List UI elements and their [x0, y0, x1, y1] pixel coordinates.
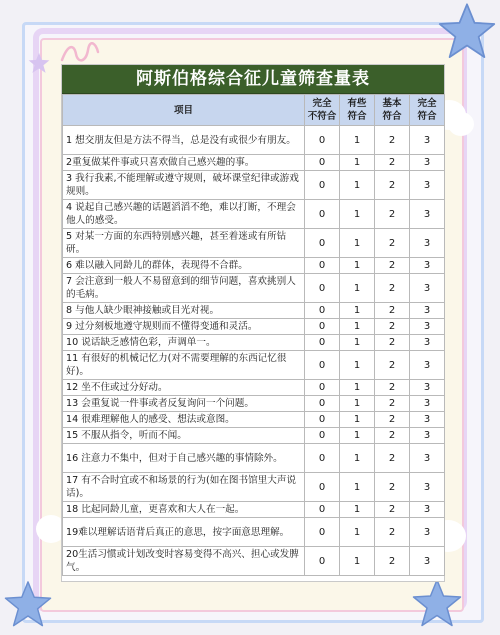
score-option[interactable]: 1 [340, 351, 375, 380]
score-option[interactable]: 1 [340, 502, 375, 518]
score-option[interactable]: 2 [375, 473, 410, 502]
score-option[interactable]: 3 [410, 258, 445, 274]
item-text: 2重复做某件事或只喜欢做自己感兴趣的事。 [63, 155, 305, 171]
column-header-score: 有些 符合 [340, 95, 375, 126]
page-title: 阿斯伯格综合征儿童筛查量表 [62, 65, 444, 94]
score-option[interactable]: 3 [410, 412, 445, 428]
score-option[interactable]: 2 [375, 380, 410, 396]
score-option[interactable]: 0 [305, 171, 340, 200]
table-row [63, 335, 445, 351]
item-text: 1 想交朋友但是方法不得当，总是没有或很少有朋友。 [63, 126, 305, 155]
score-option[interactable]: 3 [410, 428, 445, 444]
score-option[interactable]: 1 [340, 396, 375, 412]
score-option[interactable]: 3 [410, 126, 445, 155]
score-option[interactable]: 0 [305, 351, 340, 380]
score-option[interactable]: 1 [340, 258, 375, 274]
table-row [63, 428, 445, 444]
score-option[interactable]: 1 [340, 319, 375, 335]
score-option[interactable]: 0 [305, 428, 340, 444]
score-option[interactable]: 3 [410, 319, 445, 335]
score-option[interactable]: 3 [410, 380, 445, 396]
table-row [63, 473, 445, 502]
item-text: 9 过分刻板地遵守规则而不懂得变通和灵活。 [63, 319, 305, 335]
column-header-score: 完全 符合 [410, 95, 445, 126]
score-option[interactable]: 3 [410, 155, 445, 171]
item-text: 17 有不合时宜或不和场景的行为(如在图书馆里大声说话)。 [63, 473, 305, 502]
item-text: 13 会重复说一件事或者反复询问一个问题。 [63, 396, 305, 412]
table-row [63, 258, 445, 274]
score-option[interactable]: 0 [305, 547, 340, 576]
score-option[interactable]: 1 [340, 200, 375, 229]
cloud-decoration [448, 112, 474, 136]
star-icon [412, 578, 462, 628]
table-row [63, 126, 445, 155]
score-option[interactable]: 2 [375, 502, 410, 518]
score-option[interactable]: 3 [410, 274, 445, 303]
score-option[interactable]: 3 [410, 396, 445, 412]
score-option[interactable]: 2 [375, 229, 410, 258]
squiggle-decoration [60, 42, 100, 64]
table-header-row [63, 95, 445, 126]
table-row [63, 274, 445, 303]
score-option[interactable]: 0 [305, 518, 340, 547]
column-header-item: 项目 [63, 95, 305, 126]
item-text: 7 会注意到一般人不易留意到的细节问题，喜欢挑别人的毛病。 [63, 274, 305, 303]
score-option[interactable]: 1 [340, 171, 375, 200]
score-option[interactable]: 2 [375, 171, 410, 200]
score-option[interactable]: 3 [410, 303, 445, 319]
score-option[interactable]: 1 [340, 126, 375, 155]
table-row [63, 155, 445, 171]
item-text: 18 比起同龄儿童，更喜欢和大人在一起。 [63, 502, 305, 518]
item-text: 8 与他人缺少眼神接触或目光对视。 [63, 303, 305, 319]
item-text: 6 难以融入同龄儿的群体，表现得不合群。 [63, 258, 305, 274]
score-option[interactable]: 3 [410, 200, 445, 229]
score-option[interactable]: 0 [305, 380, 340, 396]
screening-table [62, 94, 445, 576]
table-row [63, 502, 445, 518]
score-option[interactable]: 2 [375, 155, 410, 171]
item-text: 14 很难理解他人的感受、想法或意图。 [63, 412, 305, 428]
score-option[interactable]: 0 [305, 319, 340, 335]
item-text: 12 坐不住或过分好动。 [63, 380, 305, 396]
table-row [63, 396, 445, 412]
table-row [63, 380, 445, 396]
score-option[interactable]: 2 [375, 274, 410, 303]
score-option[interactable]: 2 [375, 126, 410, 155]
item-text: 19难以理解话语背后真正的意思，按字面意思理解。 [63, 518, 305, 547]
item-text: 10 说话缺乏感情色彩，声调单一。 [63, 335, 305, 351]
score-option[interactable]: 1 [340, 303, 375, 319]
score-option[interactable]: 2 [375, 335, 410, 351]
score-option[interactable]: 2 [375, 200, 410, 229]
table-row [63, 229, 445, 258]
star-icon [438, 2, 496, 60]
score-option[interactable]: 2 [375, 518, 410, 547]
item-text: 20生活习惯或计划改变时容易变得不高兴、担心或发脾气。 [63, 547, 305, 576]
table-row [63, 171, 445, 200]
table-row [63, 412, 445, 428]
table-row [63, 444, 445, 473]
score-option[interactable]: 1 [340, 473, 375, 502]
score-option[interactable]: 3 [410, 444, 445, 473]
score-option[interactable]: 3 [410, 351, 445, 380]
score-option[interactable]: 0 [305, 473, 340, 502]
star-icon [4, 580, 52, 628]
score-option[interactable]: 3 [410, 518, 445, 547]
score-option[interactable]: 3 [410, 547, 445, 576]
score-option[interactable]: 1 [340, 155, 375, 171]
score-option[interactable]: 2 [375, 319, 410, 335]
table-row [63, 319, 445, 335]
column-header-score: 基本 符合 [375, 95, 410, 126]
score-option[interactable]: 2 [375, 428, 410, 444]
item-text: 11 有很好的机械记忆力(对不需要理解的东西记忆很好)。 [63, 351, 305, 380]
score-option[interactable]: 3 [410, 229, 445, 258]
score-option[interactable]: 0 [305, 229, 340, 258]
item-text: 16 注意力不集中，但对于自己感兴趣的事情除外。 [63, 444, 305, 473]
score-option[interactable]: 2 [375, 303, 410, 319]
score-option[interactable]: 1 [340, 547, 375, 576]
item-text: 3 我行我素,不能理解或遵守规则，破坏课堂纪律或游戏规则。 [63, 171, 305, 200]
score-option[interactable]: 2 [375, 547, 410, 576]
score-option[interactable]: 1 [340, 380, 375, 396]
item-text: 5 对某一方面的东西特别感兴趣，甚至着迷或有所钻研。 [63, 229, 305, 258]
score-option[interactable]: 0 [305, 444, 340, 473]
score-option[interactable]: 0 [305, 274, 340, 303]
score-option[interactable]: 2 [375, 396, 410, 412]
score-option[interactable]: 0 [305, 396, 340, 412]
score-option[interactable]: 3 [410, 473, 445, 502]
score-option[interactable]: 2 [375, 351, 410, 380]
score-option[interactable]: 2 [375, 444, 410, 473]
table-row [63, 518, 445, 547]
score-option[interactable]: 0 [305, 258, 340, 274]
column-header-score: 完全 不符合 [305, 95, 340, 126]
score-option[interactable]: 1 [340, 229, 375, 258]
score-option[interactable]: 0 [305, 502, 340, 518]
score-option[interactable]: 0 [305, 200, 340, 229]
score-option[interactable]: 0 [305, 303, 340, 319]
score-option[interactable]: 2 [375, 258, 410, 274]
screening-sheet [61, 64, 445, 582]
score-option[interactable]: 0 [305, 412, 340, 428]
score-option[interactable]: 3 [410, 335, 445, 351]
score-option[interactable]: 1 [340, 444, 375, 473]
item-text: 15 不服从指令，听而不闻。 [63, 428, 305, 444]
table-row [63, 351, 445, 380]
score-option[interactable]: 3 [410, 502, 445, 518]
table-row [63, 547, 445, 576]
score-option[interactable]: 1 [340, 518, 375, 547]
score-option[interactable]: 0 [305, 155, 340, 171]
score-option[interactable]: 1 [340, 428, 375, 444]
score-option[interactable]: 1 [340, 335, 375, 351]
score-option[interactable]: 1 [340, 274, 375, 303]
score-option[interactable]: 0 [305, 335, 340, 351]
small-star-icon [28, 52, 50, 74]
table-row [63, 200, 445, 229]
item-text: 4 说起自己感兴趣的话题滔滔不绝，难以打断，不理会他人的感受。 [63, 200, 305, 229]
score-option[interactable]: 1 [340, 412, 375, 428]
score-option[interactable]: 3 [410, 171, 445, 200]
score-option[interactable]: 0 [305, 126, 340, 155]
table-row [63, 303, 445, 319]
score-option[interactable]: 2 [375, 412, 410, 428]
